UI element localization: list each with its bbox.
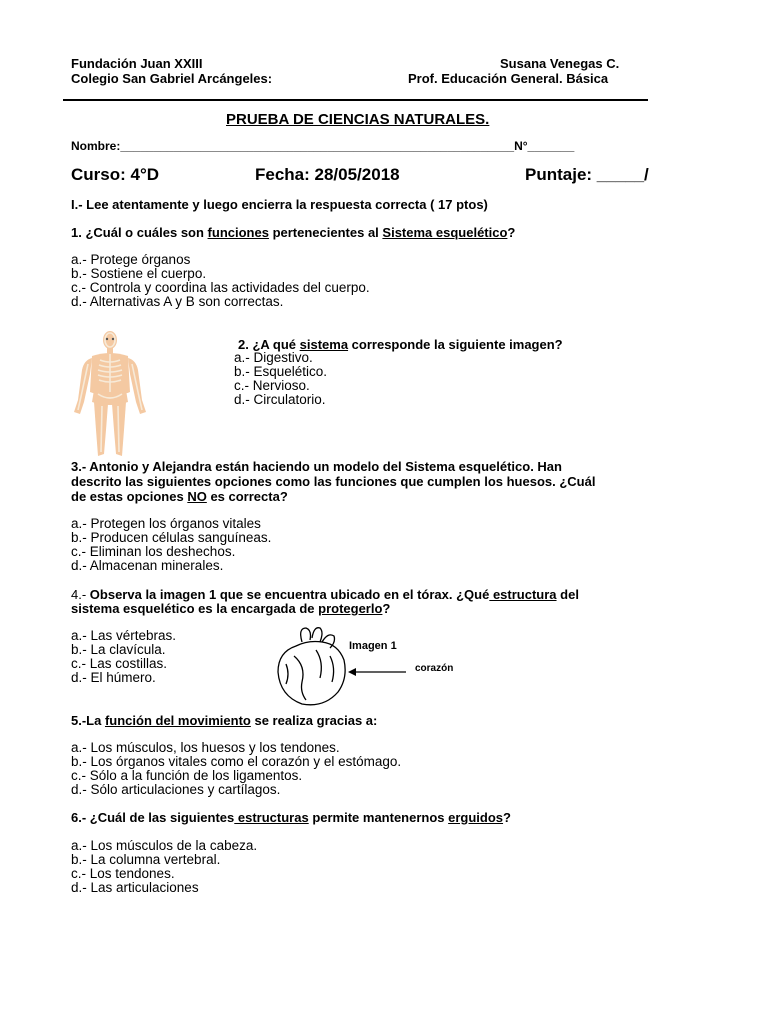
question-5-options [71,741,401,797]
q4-option-c[interactable]: c.- Las costillas. [71,656,168,671]
teacher-name: Susana Venegas C. [500,56,620,71]
question-1: 1. ¿Cuál o cuáles son funciones pertenecientes al Sistema esquelético? [71,225,516,240]
q3-option-a[interactable]: a.- Protegen los órganos vitales [71,516,261,531]
heart-label: corazón [415,663,454,674]
q5-option-a[interactable]: a.- Los músculos, los huesos y los tendones. [71,740,340,755]
question-6: 6.- ¿Cuál de las siguientes estructuras permite mantenernos erguidos? [71,810,511,825]
q3-option-d[interactable]: d.- Almacenan minerales. [71,558,224,573]
school-name: Colegio San Gabriel Arcángeles: [71,71,273,86]
q6-option-d[interactable]: d.- Las articulaciones [71,880,199,895]
question-4-options [71,629,176,685]
question-3-line-2: descrito las siguientes opciones como las funciones que cumplen los huesos. ¿Cuál [71,474,596,489]
q6-option-c[interactable]: c.- Los tendones. [71,866,175,881]
question-4-line-2: sistema esquelético es la encargada de protegerlo? [71,601,391,616]
question-5: 5.-La función del movimiento se realiza gracias a: [71,713,378,728]
q1-option-c[interactable]: c.- Controla y coordina las actividades del cuerpo. [71,280,370,295]
q2-option-b[interactable]: b.- Esquelético. [234,364,328,379]
instructions: I.- Lee atentamente y luego encierra la respuesta correcta ( 17 ptos) [71,197,488,212]
q4-option-b[interactable]: b.- La clavícula. [71,642,166,657]
question-1-options [71,253,370,309]
q2-option-c[interactable]: c.- Nervioso. [234,378,310,393]
school-foundation: Fundación Juan XXIII [71,56,203,71]
question-4-line-1: 4.- Observa la imagen 1 que se encuentra ubicado en el tórax. ¿Qué estructura del [71,587,579,602]
course-label: Curso: 4°D [71,165,160,184]
q6-option-a[interactable]: a.- Los músculos de la cabeza. [71,838,258,853]
question-3-line-3: de estas opciones NO es correcta? [71,489,288,504]
q4-option-a[interactable]: a.- Las vértebras. [71,628,177,643]
q2-option-d[interactable]: d.- Circulatorio. [234,392,326,407]
score-label: Puntaje: _____/ [525,165,649,184]
q5-option-c[interactable]: c.- Sólo a la función de los ligamentos. [71,768,303,783]
q4-option-d[interactable]: d.- El húmero. [71,670,156,685]
q5-option-b[interactable]: b.- Los órganos vitales como el corazón y el estómago. [71,754,402,769]
skeleton-image [70,330,150,458]
q3-option-b[interactable]: b.- Producen células sanguíneas. [71,530,272,545]
header-divider [63,99,648,101]
page-title: PRUEBA DE CIENCIAS NATURALES. [226,111,490,128]
q1-option-a[interactable]: a.- Protege órganos [71,252,191,267]
question-2-options [234,351,327,407]
question-2: 2. ¿A qué sistema corresponde la siguiente imagen? [238,337,563,352]
date-label: Fecha: 28/05/2018 [255,165,400,184]
teacher-title: Prof. Educación General. Básica [408,71,609,86]
q3-option-c[interactable]: c.- Eliminan los deshechos. [71,544,236,559]
q1-option-b[interactable]: b.- Sostiene el cuerpo. [71,266,207,281]
q1-option-d[interactable]: d.- Alternativas A y B son correctas. [71,294,284,309]
image-1-label: Imagen 1 [349,640,397,652]
question-6-options [71,839,257,895]
question-3-line-1: 3.- Antonio y Alejandra están haciendo un modelo del Sistema esquelético. Han [71,459,562,474]
question-3-options [71,517,271,573]
q2-option-a[interactable]: a.- Digestivo. [234,350,313,365]
heart-image [272,622,412,708]
q6-option-b[interactable]: b.- La columna vertebral. [71,852,221,867]
name-field-line: Nombre:___________________________________________________________N°_______ [71,139,575,153]
q5-option-d[interactable]: d.- Sólo articulaciones y cartílagos. [71,782,281,797]
